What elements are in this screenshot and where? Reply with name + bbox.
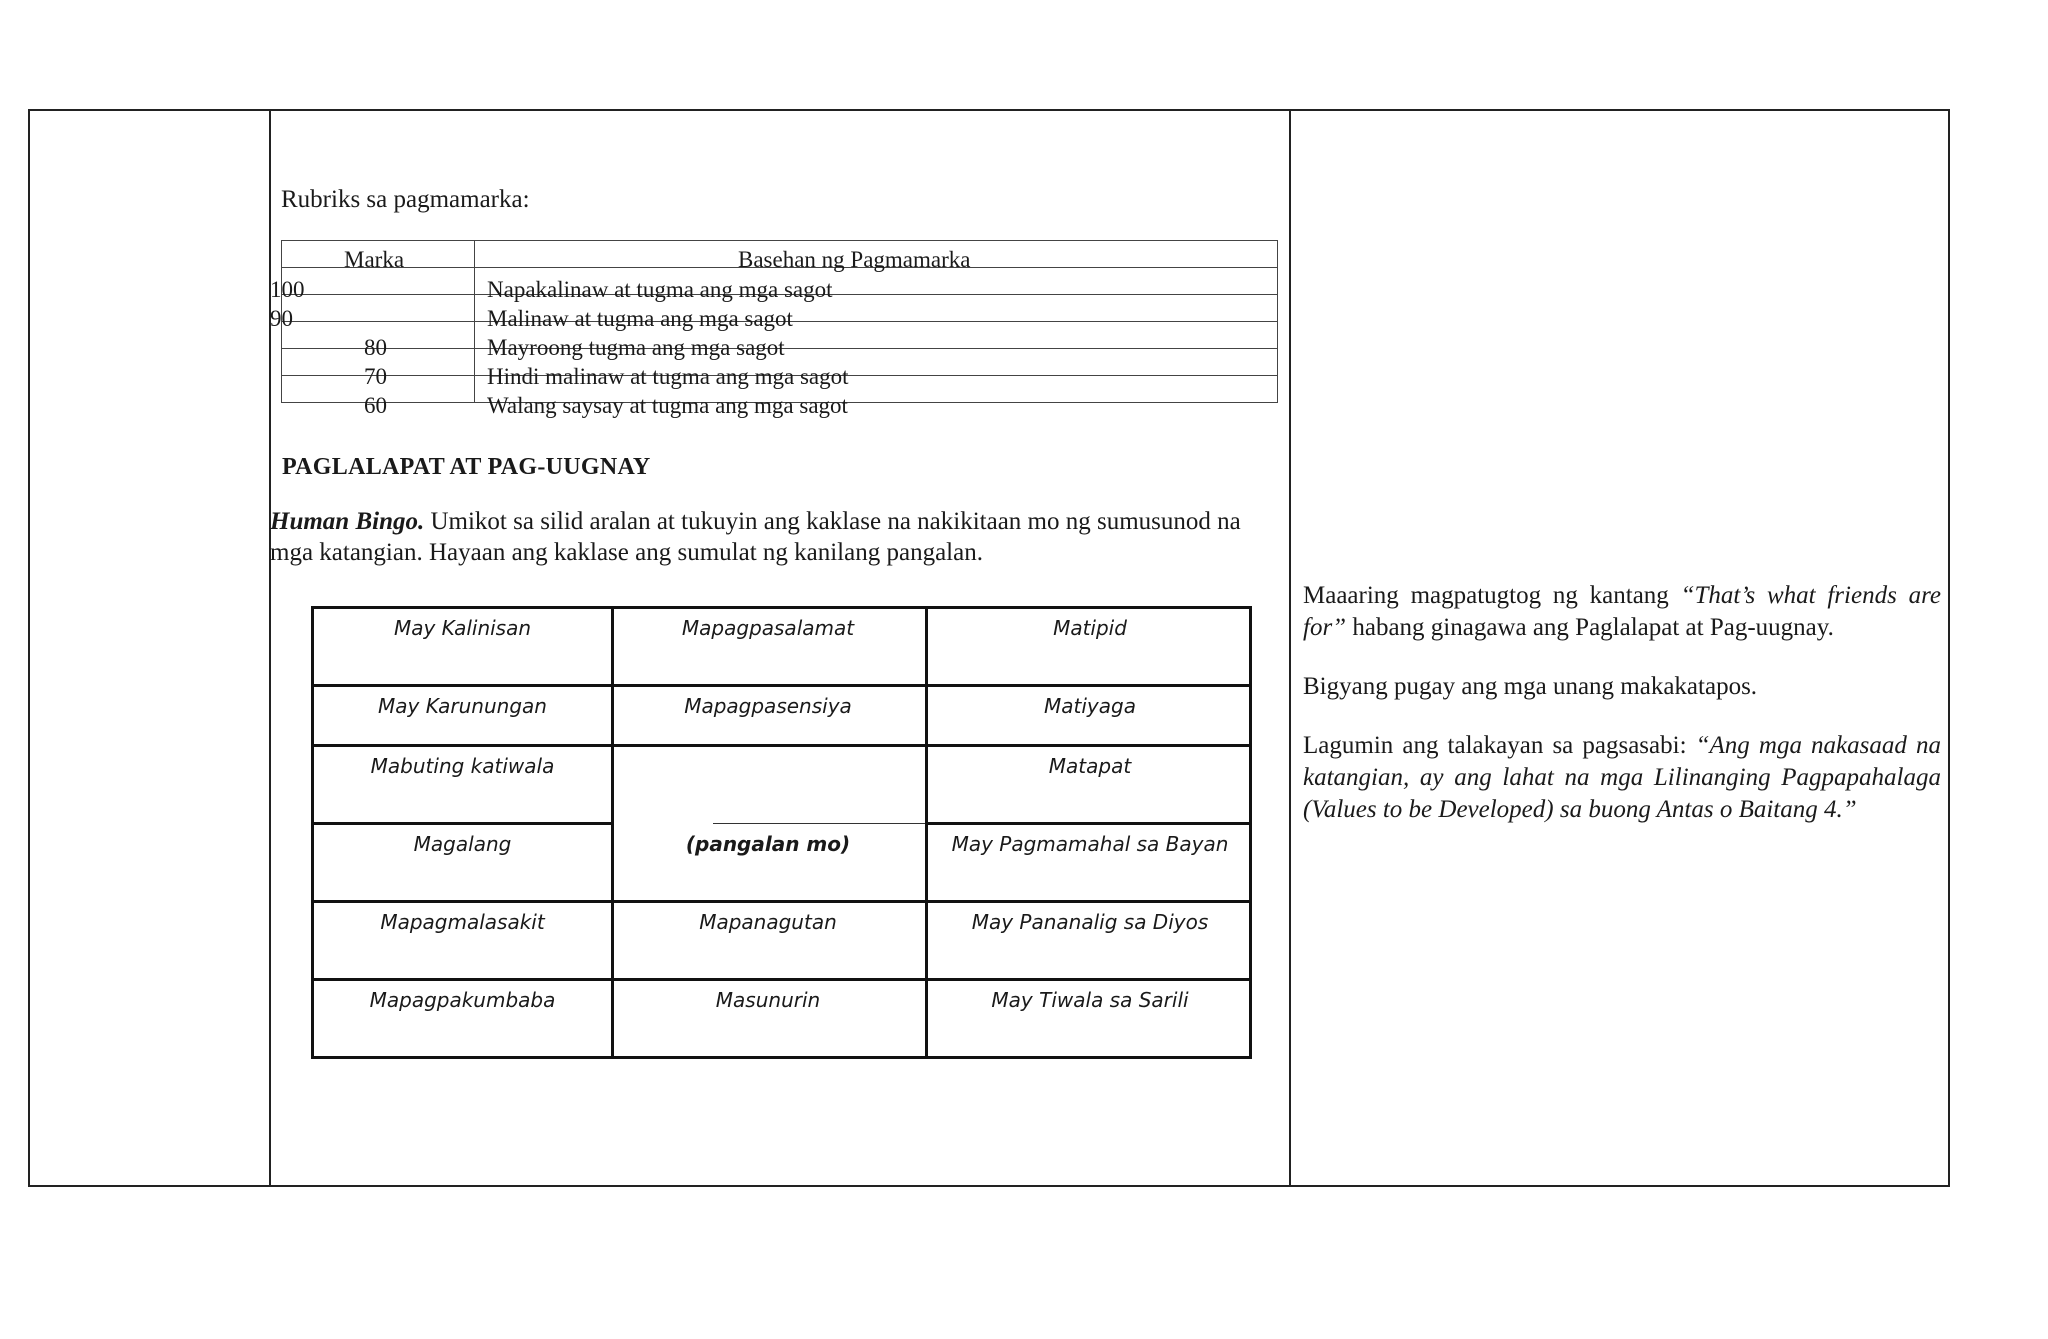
rubric-basis: Mayroong tugma ang mga sagot bbox=[487, 335, 785, 360]
rubric-col-score: Marka bbox=[344, 247, 405, 272]
bingo-grid bbox=[311, 606, 1252, 1059]
bingo-cell: May Tiwala sa Sarili bbox=[991, 988, 1189, 1012]
bingo-cell: Magalang bbox=[413, 832, 512, 856]
bingo-cell: Mabuting katiwala bbox=[370, 754, 555, 778]
bingo-cell: May Pananalig sa Diyos bbox=[971, 910, 1209, 934]
bingo-cell: May Kalinisan bbox=[393, 616, 532, 640]
column-divider bbox=[269, 111, 271, 1185]
bingo-cell: Matipid bbox=[1053, 616, 1127, 640]
bingo-cell: Mapagpasensiya bbox=[684, 694, 852, 718]
bingo-cell: Matapat bbox=[1048, 754, 1132, 778]
bingo-cell: Mapagpakumbaba bbox=[369, 988, 556, 1012]
teacher-notes bbox=[1303, 580, 1941, 853]
bingo-cell: May Pagmamahal sa Bayan bbox=[951, 832, 1229, 856]
bingo-cell: Matiyaga bbox=[1044, 694, 1136, 718]
rubric-heading: Rubriks sa pagmamarka: bbox=[281, 186, 530, 213]
bingo-cell: May Karunungan bbox=[378, 694, 547, 718]
section-title: PAGLALAPAT AT PAG-UUGNAY bbox=[282, 454, 651, 480]
rubric-score: 80 bbox=[364, 335, 387, 360]
bingo-label: Human Bingo. bbox=[270, 508, 425, 535]
bingo-text: Umikot sa silid aralan at tukuyin ang kaklase na nakikitaan mo ng sumusunod na mga katangian. Hayaan ang kaklase ang sumulat ng kanilang pangalan. bbox=[270, 508, 1241, 566]
rubric-score: 70 bbox=[364, 364, 387, 389]
note-summary: Lagumin ang talakayan sa pagsasabi: “Ang mga nakasaad na katangian, ay ang lahat na mga Lilinanging Pagpapahalaga (Values to be Developed) sa buong Antas o Baitang 4.” bbox=[1303, 732, 1941, 823]
note-song: Maaaring magpatugtog ng kantang “That’s what friends are for” habang ginagawa ang Paglalapat at Pag-uugnay. bbox=[1303, 582, 1941, 641]
bingo-cell: Mapagmalasakit bbox=[380, 910, 545, 934]
rubric-basis: Malinaw at tugma ang mga sagot bbox=[487, 306, 793, 331]
rubric-basis: Hindi malinaw at tugma ang mga sagot bbox=[487, 364, 849, 389]
bingo-cell: Masunurin bbox=[715, 988, 821, 1012]
rubric-table bbox=[270, 240, 1278, 418]
rubric-basis: Napakalinaw at tugma ang mga sagot bbox=[487, 277, 833, 302]
rubric-col-basis: Basehan ng Pagmamarka bbox=[738, 247, 971, 272]
rubric-score: 90 bbox=[270, 306, 293, 331]
bingo-cell: Mapagpasalamat bbox=[681, 616, 855, 640]
column-divider bbox=[1289, 111, 1291, 1185]
bingo-center-name: (pangalan mo) bbox=[685, 832, 851, 856]
bingo-instructions bbox=[270, 506, 1270, 568]
bingo-cell: Mapanagutan bbox=[699, 910, 837, 934]
rubric-score: 60 bbox=[364, 393, 387, 418]
rubric-basis: Walang saysay at tugma ang mga sagot bbox=[487, 393, 848, 418]
note-congratulate: Bigyang pugay ang mga unang makakatapos. bbox=[1303, 673, 1758, 700]
rubric-score: 100 bbox=[270, 277, 305, 302]
